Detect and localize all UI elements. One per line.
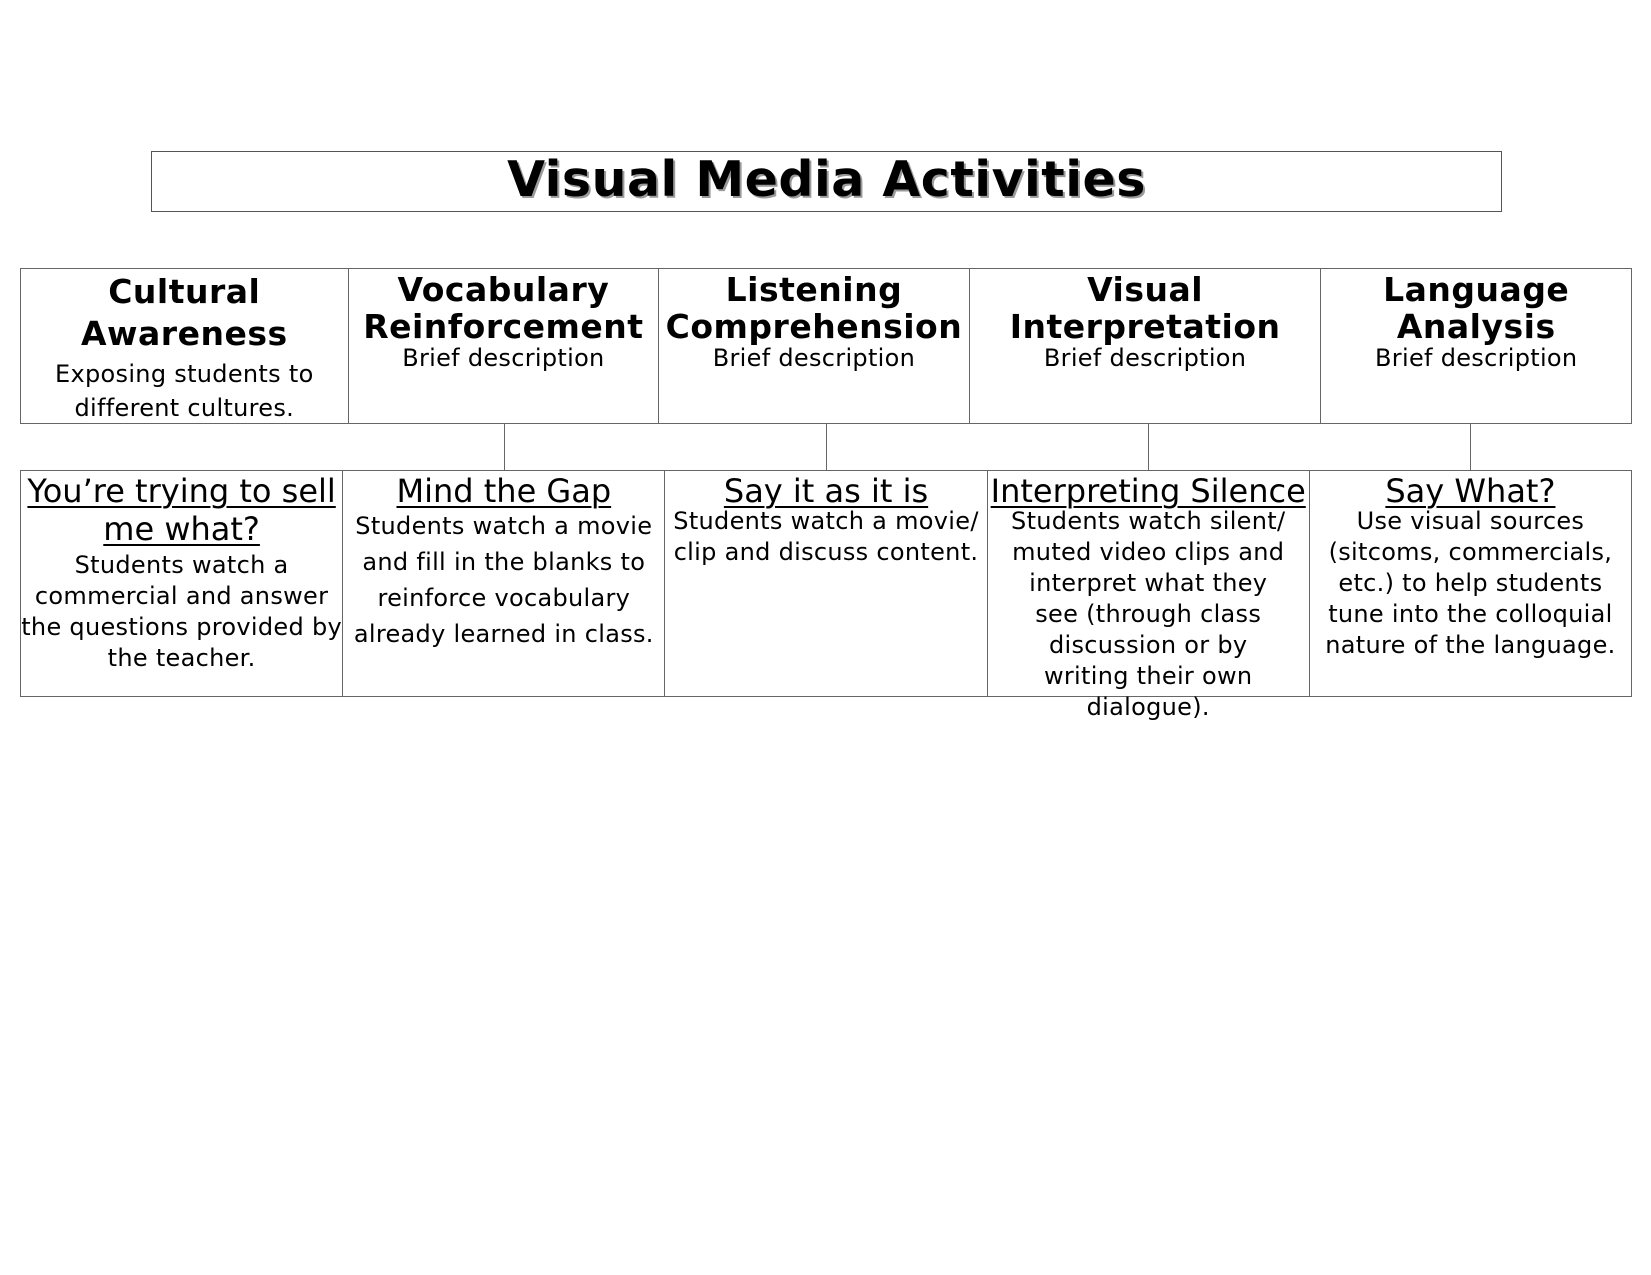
diagram-title-box (151, 151, 1502, 212)
activity-title: You’re trying to sell me what? (27, 472, 336, 548)
diagram-title: Visual Media Activities (507, 151, 1146, 208)
activity-description: Use visual sources (sitcoms, commercials, etc.) to help students tune into the colloquial nature of the language. (1325, 507, 1616, 659)
category-description: Brief description (1043, 344, 1247, 372)
category-title: Listening Comprehension (665, 270, 963, 346)
activity-say-it-as-it-is (665, 471, 987, 696)
activity-description: Students watch a movie/ clip and discuss content. (673, 507, 979, 566)
category-vocabulary-reinforcement (349, 269, 660, 423)
category-description: Brief description (712, 344, 916, 372)
connector-line (1148, 424, 1149, 470)
category-language-analysis (1321, 269, 1631, 423)
activity-title: Interpreting Silence (990, 472, 1306, 510)
activity-description: Students watch a movie and fill in the blanks to reinforce vocabulary already learned in class. (353, 512, 654, 648)
category-row (20, 268, 1632, 424)
category-title: Visual Interpretation (1009, 270, 1281, 346)
category-title: Vocabulary Reinforcement (363, 270, 644, 346)
category-title: Cultural Awareness (81, 272, 288, 353)
activity-row (20, 470, 1632, 721)
connector-line (504, 424, 505, 470)
connector-line (826, 424, 827, 470)
activity-title: Mind the Gap (396, 472, 612, 510)
activity-description: Students watch silent/ muted video clips and interpret what they see (through class discussion or by writing their own dialogue). (1011, 507, 1286, 721)
activity-title: Say it as it is (723, 472, 929, 510)
category-cultural-awareness (21, 269, 349, 423)
connector-lines (20, 424, 1632, 470)
category-description: Exposing students to different cultures. (55, 360, 314, 422)
activity-youre-trying-to-sell-me-what (21, 471, 343, 696)
category-visual-interpretation (970, 269, 1322, 423)
activity-interpreting-silence (988, 471, 1310, 721)
connector-line (1470, 424, 1471, 470)
activity-mind-the-gap (343, 471, 665, 696)
category-description: Brief description (1375, 344, 1578, 372)
category-description: Brief description (402, 344, 605, 372)
activity-description: Students watch a commercial and answer the questions provided by the teacher. (21, 551, 342, 672)
activity-title: Say What? (1385, 472, 1556, 510)
activity-say-what (1310, 471, 1631, 696)
category-listening-comprehension (659, 269, 970, 423)
category-title: Language Analysis (1383, 270, 1570, 346)
